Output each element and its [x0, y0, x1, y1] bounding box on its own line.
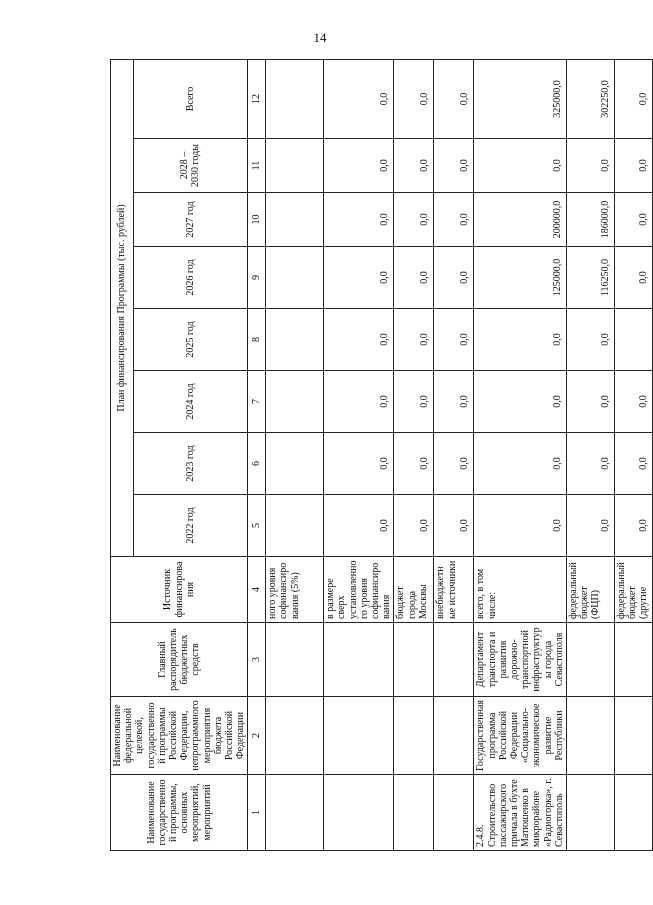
value-cell: 0,0: [434, 371, 474, 433]
program-name-cell: [566, 775, 614, 851]
funding-source-cell: в размере сверх установленного уровня софинансирования: [324, 557, 394, 623]
value-cell: [266, 309, 324, 371]
column-number: 5: [248, 495, 266, 557]
column-number: 2: [248, 697, 266, 775]
table-row: [474, 59, 567, 850]
value-cell: [614, 309, 652, 371]
value-cell: 0,0: [394, 247, 434, 309]
budget-manager-cell: [614, 623, 652, 697]
budget-manager-cell: Департамент транспорта и развития дорожно-транспортной инфраструктуры города Севастополя: [474, 623, 567, 697]
value-cell: 0,0: [614, 139, 652, 193]
value-cell: 0,0: [614, 433, 652, 495]
total-value-cell: [266, 59, 324, 138]
column-number: 12: [248, 59, 266, 138]
table-row: [434, 59, 474, 850]
total-value-cell: 302250,0: [566, 59, 614, 138]
program-name-cell: [434, 775, 474, 851]
value-cell: 0,0: [614, 247, 652, 309]
header-year: 2022 год: [133, 495, 248, 557]
header-year: 2026 год: [133, 247, 248, 309]
financing-table: [110, 59, 653, 851]
funding-source-cell: федеральный бюджет (ФЦП): [566, 557, 614, 623]
funding-source-cell: ного уровня софинансирования (5%): [266, 557, 324, 623]
column-number: 11: [248, 139, 266, 193]
value-cell: [266, 139, 324, 193]
header-program-name: Наименование государственной программы, основных мероприятий, мероприятий: [111, 775, 248, 851]
total-value-cell: 0,0: [614, 59, 652, 138]
header-year: 2027 год: [133, 193, 248, 247]
value-cell: 200000,0: [474, 193, 567, 247]
value-cell: 0,0: [434, 495, 474, 557]
total-value-cell: 0,0: [394, 59, 434, 138]
value-cell: 0,0: [474, 309, 567, 371]
program-name-cell: [266, 775, 324, 851]
federal-program-cell: [566, 697, 614, 775]
federal-program-cell: [394, 697, 434, 775]
value-cell: 125000,0: [474, 247, 567, 309]
value-cell: 186000,0: [566, 193, 614, 247]
table-row: [266, 59, 324, 850]
total-value-cell: 0,0: [434, 59, 474, 138]
value-cell: [266, 193, 324, 247]
value-cell: [266, 371, 324, 433]
table-row: [324, 59, 394, 850]
value-cell: 0,0: [566, 139, 614, 193]
value-cell: 0,0: [324, 495, 394, 557]
value-cell: 0,0: [566, 433, 614, 495]
value-cell: 0,0: [324, 433, 394, 495]
header-budget-manager: Главный распорядитель бюджетных средств: [111, 623, 248, 697]
financing-table-rotated: [110, 60, 650, 851]
value-cell: 0,0: [614, 371, 652, 433]
value-cell: [266, 433, 324, 495]
budget-manager-cell: [566, 623, 614, 697]
funding-source-cell: всего, в том числе:: [474, 557, 567, 623]
value-cell: 0,0: [324, 193, 394, 247]
header-year: 2024 год: [133, 371, 248, 433]
page-number: 14: [313, 30, 327, 45]
header-plan-title: План финансирования Программы (тыс. рублей): [111, 59, 134, 556]
column-number: 8: [248, 309, 266, 371]
table-row: [394, 59, 434, 850]
header-year: 2023 год: [133, 433, 248, 495]
value-cell: 0,0: [614, 193, 652, 247]
budget-manager-cell: [324, 623, 394, 697]
value-cell: 0,0: [566, 371, 614, 433]
value-cell: 0,0: [566, 495, 614, 557]
value-cell: 0,0: [394, 433, 434, 495]
value-cell: 0,0: [434, 433, 474, 495]
funding-source-cell: бюджет города Москвы: [394, 557, 434, 623]
value-cell: 0,0: [614, 495, 652, 557]
header-year: 2025 год: [133, 309, 248, 371]
column-number: 1: [248, 775, 266, 851]
value-cell: 0,0: [434, 309, 474, 371]
column-number: 6: [248, 433, 266, 495]
value-cell: 0,0: [394, 139, 434, 193]
value-cell: 0,0: [474, 139, 567, 193]
federal-program-cell: [266, 697, 324, 775]
program-name-cell: [614, 775, 652, 851]
value-cell: 0,0: [434, 247, 474, 309]
value-cell: 0,0: [434, 139, 474, 193]
value-cell: 0,0: [324, 139, 394, 193]
federal-program-cell: [434, 697, 474, 775]
federal-program-cell: [614, 697, 652, 775]
table-row: [614, 59, 652, 850]
table-row: [566, 59, 614, 850]
value-cell: 0,0: [474, 495, 567, 557]
program-name-cell: [394, 775, 434, 851]
total-value-cell: 0,0: [324, 59, 394, 138]
budget-manager-cell: [394, 623, 434, 697]
value-cell: 0,0: [324, 371, 394, 433]
value-cell: 0,0: [394, 371, 434, 433]
value-cell: 0,0: [394, 309, 434, 371]
column-number: 10: [248, 193, 266, 247]
program-name-cell: [324, 775, 394, 851]
value-cell: 0,0: [434, 193, 474, 247]
value-cell: 0,0: [324, 247, 394, 309]
column-number: 3: [248, 623, 266, 697]
header-funding-source: Источник финансирования: [111, 557, 248, 623]
header-federal-program: Наименование федеральной целевой, государственной программы Российской Федерации, непрограммного мероприятия бюджета Российской Федерации: [111, 697, 248, 775]
federal-program-cell: [324, 697, 394, 775]
column-number: 7: [248, 371, 266, 433]
value-cell: 0,0: [566, 309, 614, 371]
value-cell: [266, 247, 324, 309]
budget-manager-cell: [266, 623, 324, 697]
value-cell: 0,0: [474, 371, 567, 433]
column-number: 4: [248, 557, 266, 623]
value-cell: 0,0: [394, 495, 434, 557]
value-cell: [266, 495, 324, 557]
header-year: 2028 – 2030 годы: [133, 139, 248, 193]
value-cell: 0,0: [474, 433, 567, 495]
program-name-cell: 2.4.8. Строительство пассажирского причала в бухте Матюшенко в микрорайоне «Радиогорка», г. Севастополь: [474, 775, 567, 851]
value-cell: 116250,0: [566, 247, 614, 309]
value-cell: 0,0: [324, 309, 394, 371]
column-number: 9: [248, 247, 266, 309]
federal-program-cell: Государственная программа Российской Федерации «Социально-экономическое развитие Республики: [474, 697, 567, 775]
header-total: Всего: [133, 59, 248, 138]
funding-source-cell: федеральный бюджет (другие: [614, 557, 652, 623]
value-cell: 0,0: [394, 193, 434, 247]
funding-source-cell: внебюджетные источники: [434, 557, 474, 623]
total-value-cell: 325000,0: [474, 59, 567, 138]
budget-manager-cell: [434, 623, 474, 697]
